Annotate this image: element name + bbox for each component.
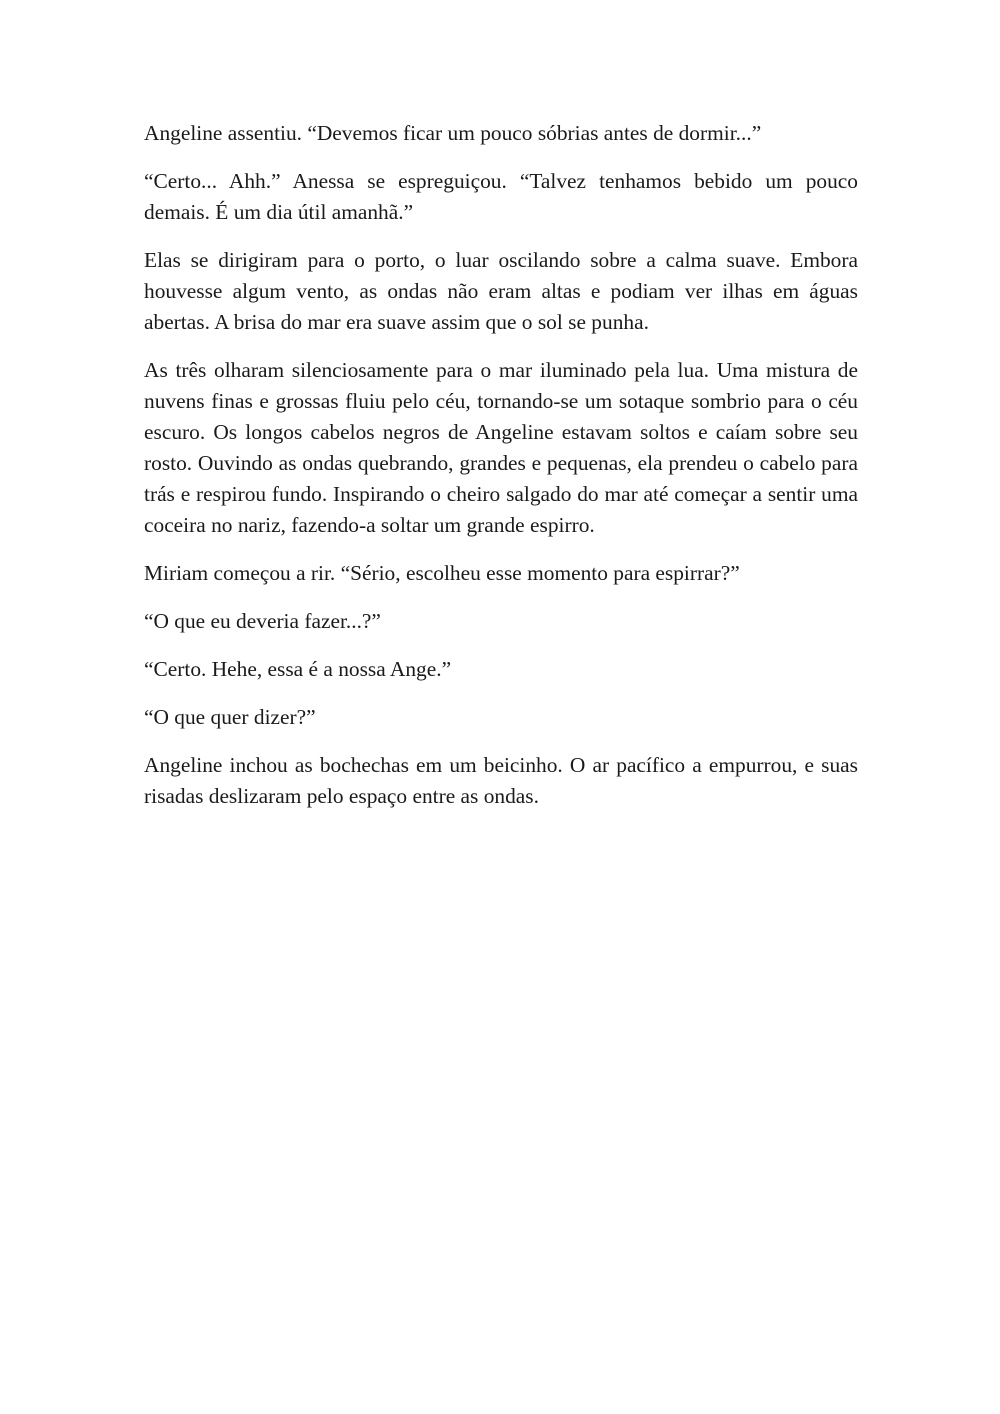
paragraph-2: “Certo... Ahh.” Anessa se espreguiçou. “Talvez tenhamos bebido um pouco demais. É um dia útil amanhã.” <box>144 169 858 224</box>
paragraph-7: “Certo. Hehe, essa é a nossa Ange.” <box>144 657 452 681</box>
paragraph-6: “O que eu deveria fazer...?” <box>144 609 381 633</box>
text-body <box>144 118 858 829</box>
paragraph-1: Angeline assentiu. “Devemos ficar um pouco sóbrias antes de dormir...” <box>144 121 762 145</box>
paragraph-5: Miriam começou a rir. “Sério, escolheu esse momento para espirrar?” <box>144 561 740 585</box>
paragraph-3: Elas se dirigiram para o porto, o luar oscilando sobre a calma suave. Embora houvesse algum vento, as ondas não eram altas e podiam ver ilhas em águas abertas. A brisa do mar era suave assim que o sol se punha. <box>144 248 858 334</box>
paragraph-4: As três olharam silenciosamente para o mar iluminado pela lua. Uma mistura de nuvens finas e grossas fluiu pelo céu, tornando-se um sotaque sombrio para o céu escuro. Os longos cabelos negros de Angeline estavam soltos e caíam sobre seu rosto. Ouvindo as ondas quebrando, grandes e pequenas, ela prendeu o cabelo para trás e respirou fundo. Inspirando o cheiro salgado do mar até começar a sentir uma coceira no nariz, fazendo-a soltar um grande espirro. <box>144 358 858 537</box>
paragraph-9: Angeline inchou as bochechas em um beicinho. O ar pacífico a empurrou, e suas risadas deslizaram pelo espaço entre as ondas. <box>144 753 858 808</box>
paragraph-8: “O que quer dizer?” <box>144 705 316 729</box>
